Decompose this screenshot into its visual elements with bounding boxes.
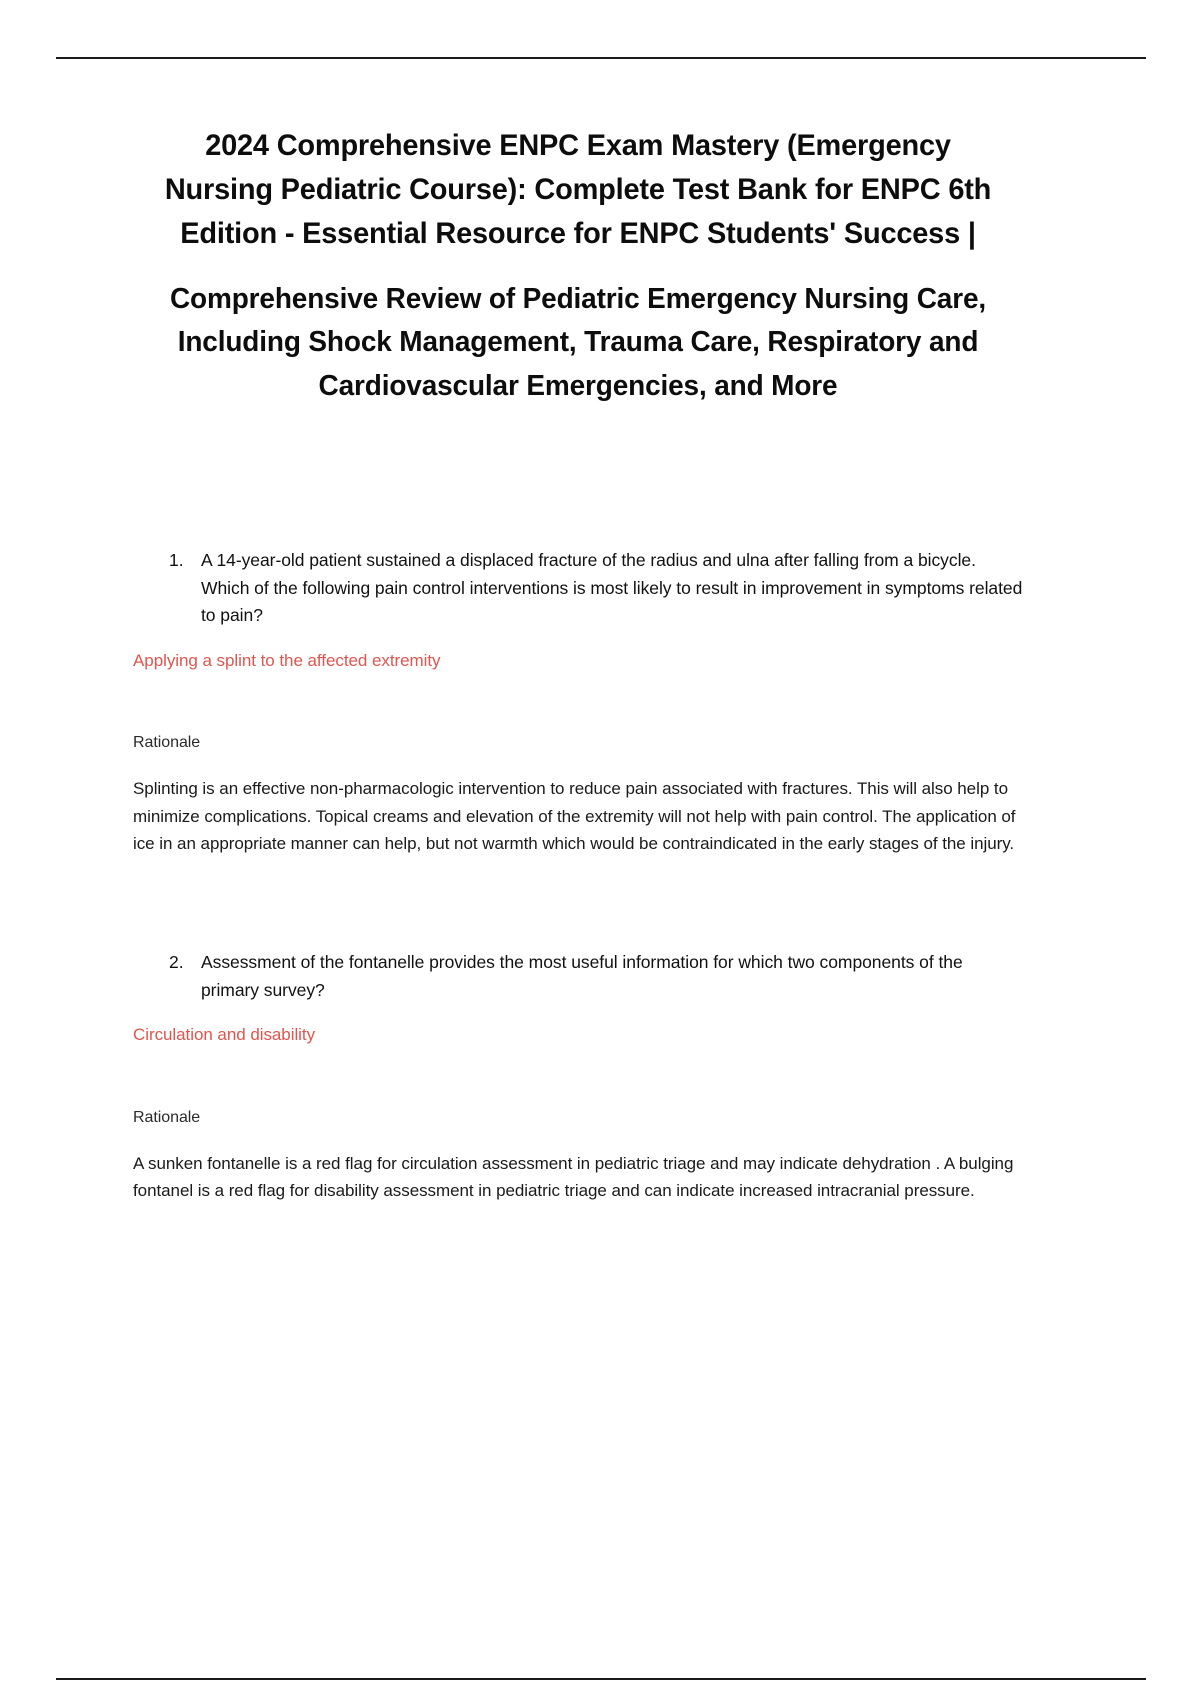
question-block xyxy=(133,949,1023,1204)
rationale-text: Splinting is an effective non-pharmacologic intervention to reduce pain associated with fractures. This will also help to minimize complications. Topical creams and elevation of the extremity will not help with pain control. The application of ice in an appropriate manner can help, but not warmth which would be contraindicated in the early stages of the injury. xyxy=(133,779,1016,853)
footer-rule xyxy=(56,1678,1146,1680)
rationale-label: Rationale xyxy=(133,734,201,752)
answer-text: Circulation and disability xyxy=(133,1025,316,1045)
question-row xyxy=(169,949,1023,1004)
question-text: A 14-year-old patient sustained a displaced fracture of the radius and ulna after falling from a bicycle. Which of the following pain control interventions is most likely to result in improvement in symptoms related to pain? xyxy=(201,549,1023,626)
document-title: 2024 Comprehensive ENPC Exam Mastery (Emergency Nursing Pediatric Course): Complete Test Bank for ENPC 6th Edition - Essential Resource for ENPC Students' Success | xyxy=(164,129,992,251)
header-rule xyxy=(56,57,1146,59)
rationale-label: Rationale xyxy=(133,1108,201,1126)
document-content xyxy=(133,124,1023,1204)
question-list xyxy=(133,547,1023,1204)
rationale-text: A sunken fontanelle is a red flag for circulation assessment in pediatric triage and may indicate dehydration . A bulging fontanel is a red flag for disability assessment in pediatric triage and can indicate increased intracranial pressure. xyxy=(133,1153,1014,1200)
question-number: 1. xyxy=(169,549,184,570)
document-subtitle: Comprehensive Review of Pediatric Emergency Nursing Care, Including Shock Management, Trauma Care, Respiratory and Cardiovascular Emergencies, and More xyxy=(169,283,987,402)
question-text: Assessment of the fontanelle provides the most useful information for which two components of the primary survey? xyxy=(201,951,963,1000)
question-block xyxy=(133,547,1023,857)
question-number: 2. xyxy=(169,951,184,972)
question-row xyxy=(169,547,1023,630)
answer-text: Applying a splint to the affected extremity xyxy=(133,650,441,670)
